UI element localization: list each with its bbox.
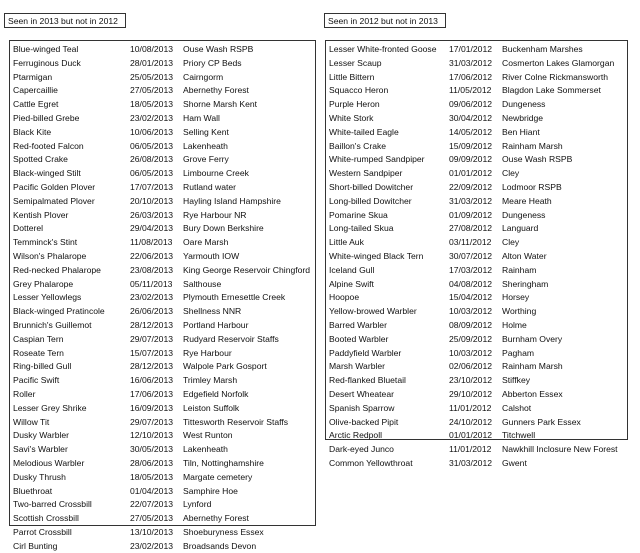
species-cell: Little Auk bbox=[329, 237, 364, 248]
table-row bbox=[10, 360, 315, 374]
location-cell: Bury Down Berkshire bbox=[183, 223, 264, 234]
species-cell: Ring-billed Gull bbox=[13, 361, 72, 372]
table-row bbox=[10, 457, 315, 471]
table-row bbox=[10, 485, 315, 499]
date-cell: 06/05/2013 bbox=[130, 140, 174, 151]
date-cell: 28/12/2013 bbox=[130, 319, 174, 330]
location-cell: Ouse Wash RSPB bbox=[502, 154, 573, 165]
species-cell: Purple Heron bbox=[329, 99, 380, 110]
table-row bbox=[10, 98, 315, 112]
species-cell: White Stork bbox=[329, 112, 374, 123]
date-cell: 29/07/2013 bbox=[130, 333, 174, 344]
location-cell: Limbourne Creek bbox=[183, 168, 249, 179]
location-cell: Broadsands Devon bbox=[183, 540, 257, 551]
location-cell: Burnham Overy bbox=[502, 333, 563, 344]
table-row bbox=[326, 126, 627, 140]
species-cell: Capercaillie bbox=[13, 85, 58, 96]
table-row bbox=[326, 347, 627, 361]
species-cell: Dusky Thrush bbox=[13, 471, 66, 482]
table-row bbox=[326, 236, 627, 250]
date-cell: 25/05/2013 bbox=[130, 71, 174, 82]
location-cell: Margate cemetery bbox=[183, 471, 253, 482]
seen-2012-not-2013-table bbox=[325, 40, 628, 468]
location-cell: Yarmouth IOW bbox=[183, 250, 240, 261]
species-cell: Red-footed Falcon bbox=[13, 140, 84, 151]
species-cell: Olive-backed Pipit bbox=[329, 416, 399, 427]
date-cell: 24/10/2012 bbox=[449, 416, 493, 427]
species-cell: Lesser Grey Shrike bbox=[13, 402, 87, 413]
date-cell: 12/10/2013 bbox=[130, 430, 174, 441]
date-cell: 16/09/2013 bbox=[130, 402, 174, 413]
date-cell: 04/08/2012 bbox=[449, 278, 493, 289]
seen-2013-not-2012-table bbox=[9, 40, 316, 551]
table-row bbox=[10, 250, 315, 264]
table-row bbox=[326, 43, 627, 57]
date-cell: 22/07/2013 bbox=[130, 499, 174, 510]
location-cell: Languard bbox=[502, 223, 539, 234]
location-cell: Cley bbox=[502, 168, 520, 179]
table-row bbox=[326, 360, 627, 374]
right-table-title: Seen in 2012 but not in 2013 bbox=[324, 13, 446, 28]
location-cell: Dungeness bbox=[502, 99, 546, 110]
date-cell: 30/07/2012 bbox=[449, 250, 493, 261]
date-cell: 09/06/2012 bbox=[449, 99, 493, 110]
date-cell: 22/06/2013 bbox=[130, 250, 174, 261]
table-row bbox=[326, 222, 627, 236]
species-cell: Little Bittern bbox=[329, 71, 375, 82]
date-cell: 15/04/2012 bbox=[449, 292, 493, 303]
date-cell: 27/05/2013 bbox=[130, 513, 174, 524]
table-row bbox=[10, 347, 315, 361]
table-row bbox=[10, 512, 315, 526]
table-row bbox=[10, 181, 315, 195]
location-cell: Shoeburyness Essex bbox=[183, 526, 264, 537]
species-cell: Blue-winged Teal bbox=[13, 44, 79, 54]
date-cell: 17/07/2013 bbox=[130, 181, 174, 192]
date-cell: 03/11/2012 bbox=[449, 237, 492, 248]
date-cell: 10/03/2012 bbox=[449, 306, 493, 317]
date-cell: 06/05/2013 bbox=[130, 168, 174, 179]
location-cell: Holme bbox=[502, 319, 527, 330]
species-cell: Alpine Swift bbox=[329, 278, 374, 289]
species-cell: Grey Phalarope bbox=[13, 278, 74, 289]
date-cell: 23/08/2013 bbox=[130, 264, 174, 275]
table-row bbox=[326, 250, 627, 264]
location-cell: Cley bbox=[502, 237, 520, 248]
species-cell: Baillon's Crake bbox=[329, 140, 387, 151]
species-cell: Two-barred Crossbill bbox=[13, 499, 92, 510]
table-row bbox=[326, 429, 627, 443]
date-cell: 13/10/2013 bbox=[130, 526, 174, 537]
table-row bbox=[326, 71, 627, 85]
location-cell: Rye Harbour NR bbox=[183, 209, 247, 220]
location-cell: Ham Wall bbox=[183, 112, 220, 123]
table-row bbox=[326, 140, 627, 154]
date-cell: 18/05/2013 bbox=[130, 471, 174, 482]
date-cell: 11/01/2012 bbox=[449, 444, 492, 455]
location-cell: Buckenham Marshes bbox=[502, 44, 583, 54]
location-cell: Samphire Hoe bbox=[183, 485, 238, 496]
location-cell: Abernethy Forest bbox=[183, 85, 249, 96]
date-cell: 25/09/2012 bbox=[449, 333, 493, 344]
table-row bbox=[10, 319, 315, 333]
table-row bbox=[326, 443, 627, 457]
date-cell: 05/11/2013 bbox=[130, 278, 173, 289]
table-row bbox=[10, 443, 315, 457]
date-cell: 28/12/2013 bbox=[130, 361, 174, 372]
table-row bbox=[326, 278, 627, 292]
table-row bbox=[10, 153, 315, 167]
location-cell: Newbridge bbox=[502, 112, 544, 123]
date-cell: 31/03/2012 bbox=[449, 57, 493, 68]
species-cell: Yellow-browed Warbler bbox=[329, 306, 417, 317]
species-cell: Pacific Golden Plover bbox=[13, 181, 96, 192]
species-cell: Savi's Warbler bbox=[13, 444, 68, 455]
table-row bbox=[10, 429, 315, 443]
species-cell: Hoopoe bbox=[329, 292, 360, 303]
date-cell: 29/04/2013 bbox=[130, 223, 174, 234]
location-cell: Priory CP Beds bbox=[183, 57, 242, 68]
location-cell: Lynford bbox=[183, 499, 212, 510]
date-cell: 17/03/2012 bbox=[449, 264, 493, 275]
date-cell: 15/07/2013 bbox=[130, 347, 174, 358]
date-cell: 23/10/2012 bbox=[449, 375, 493, 386]
location-cell: River Colne Rickmansworth bbox=[502, 71, 609, 82]
date-cell: 17/06/2012 bbox=[449, 71, 493, 82]
date-cell: 27/08/2012 bbox=[449, 223, 493, 234]
location-cell: Pagham bbox=[502, 347, 535, 358]
species-cell: Barred Warbler bbox=[329, 319, 387, 330]
table-row bbox=[326, 333, 627, 347]
date-cell: 17/06/2013 bbox=[130, 388, 174, 399]
species-cell: Lesser White-fronted Goose bbox=[329, 44, 437, 54]
date-cell: 17/01/2012 bbox=[449, 44, 493, 54]
species-cell: Black-winged Stilt bbox=[13, 168, 81, 179]
date-cell: 10/06/2013 bbox=[130, 126, 174, 137]
location-cell: Titchwell bbox=[502, 430, 536, 441]
location-cell: King George Reservoir Chingford bbox=[183, 264, 311, 275]
date-cell: 26/08/2013 bbox=[130, 154, 174, 165]
species-cell: Booted Warbler bbox=[329, 333, 389, 344]
table-row bbox=[326, 153, 627, 167]
table-row bbox=[10, 498, 315, 512]
date-cell: 11/08/2013 bbox=[130, 237, 173, 248]
location-cell: Abberton Essex bbox=[502, 388, 563, 399]
table-row bbox=[10, 126, 315, 140]
species-cell: Red-flanked Bluetail bbox=[329, 375, 406, 386]
species-cell: Caspian Tern bbox=[13, 333, 64, 344]
date-cell: 31/03/2012 bbox=[449, 457, 493, 468]
left-table-title: Seen in 2013 but not in 2012 bbox=[4, 13, 126, 28]
species-cell: Short-billed Dowitcher bbox=[329, 181, 414, 192]
date-cell: 23/02/2013 bbox=[130, 540, 174, 551]
species-cell: Paddyfield Warbler bbox=[329, 347, 402, 358]
date-cell: 16/06/2013 bbox=[130, 375, 174, 386]
table-row bbox=[10, 388, 315, 402]
location-cell: Leiston Suffolk bbox=[183, 402, 240, 413]
species-cell: Brunnich's Guillemot bbox=[13, 319, 92, 330]
location-cell: Trimley Marsh bbox=[183, 375, 238, 386]
date-cell: 27/05/2013 bbox=[130, 85, 174, 96]
species-cell: Bluethroat bbox=[13, 485, 53, 496]
species-cell: Arctic Redpoll bbox=[329, 430, 383, 441]
date-cell: 10/03/2012 bbox=[449, 347, 493, 358]
date-cell: 26/06/2013 bbox=[130, 306, 174, 317]
species-cell: Dark-eyed Junco bbox=[329, 444, 394, 455]
table-row bbox=[326, 98, 627, 112]
location-cell: Nawkhill Inclosure New Forest bbox=[502, 444, 618, 455]
table-row bbox=[326, 57, 627, 71]
table-row bbox=[326, 264, 627, 278]
location-cell: Gunners Park Essex bbox=[502, 416, 581, 427]
date-cell: 10/08/2013 bbox=[130, 44, 174, 54]
date-cell: 02/06/2012 bbox=[449, 361, 493, 372]
species-cell: Marsh Warbler bbox=[329, 361, 386, 372]
species-cell: Pomarine Skua bbox=[329, 209, 388, 220]
date-cell: 28/01/2013 bbox=[130, 57, 174, 68]
species-cell: Semipalmated Plover bbox=[13, 195, 95, 206]
table-row bbox=[326, 305, 627, 319]
date-cell: 30/05/2013 bbox=[130, 444, 174, 455]
species-cell: Cattle Egret bbox=[13, 99, 59, 110]
species-cell: Squacco Heron bbox=[329, 85, 389, 96]
table-row bbox=[10, 43, 315, 57]
location-cell: Rainham Marsh bbox=[502, 140, 563, 151]
date-cell: 14/05/2012 bbox=[449, 126, 493, 137]
date-cell: 11/01/2012 bbox=[449, 402, 492, 413]
table-row bbox=[10, 140, 315, 154]
table-row bbox=[10, 278, 315, 292]
species-cell: White-winged Black Tern bbox=[329, 250, 424, 261]
location-cell: Meare Heath bbox=[502, 195, 552, 206]
table-row bbox=[10, 57, 315, 71]
location-cell: Tittesworth Reservoir Staffs bbox=[183, 416, 289, 427]
location-cell: Cosmerton Lakes Glamorgan bbox=[502, 57, 615, 68]
table-row bbox=[10, 540, 315, 553]
table-row bbox=[10, 71, 315, 85]
location-cell: Rudyard Reservoir Staffs bbox=[183, 333, 279, 344]
location-cell: Ouse Wash RSPB bbox=[183, 44, 254, 54]
species-cell: Lesser Scaup bbox=[329, 57, 382, 68]
table-row bbox=[326, 416, 627, 430]
date-cell: 08/09/2012 bbox=[449, 319, 493, 330]
species-cell: Red-necked Phalarope bbox=[13, 264, 101, 275]
date-cell: 01/01/2012 bbox=[449, 168, 493, 179]
table-row bbox=[10, 195, 315, 209]
species-cell: Temminck's Stint bbox=[13, 237, 78, 248]
species-cell: Ferruginous Duck bbox=[13, 57, 81, 68]
location-cell: Shorne Marsh Kent bbox=[183, 99, 258, 110]
table-row bbox=[326, 291, 627, 305]
species-cell: Scottish Crossbill bbox=[13, 513, 79, 524]
species-cell: Wilson's Phalarope bbox=[13, 250, 87, 261]
location-cell: Gwent bbox=[502, 457, 527, 468]
table-row bbox=[10, 84, 315, 98]
table-row bbox=[10, 402, 315, 416]
table-row bbox=[326, 112, 627, 126]
table-row bbox=[326, 388, 627, 402]
location-cell: Walpole Park Gosport bbox=[183, 361, 267, 372]
species-cell: Spanish Sparrow bbox=[329, 402, 395, 413]
date-cell: 01/09/2012 bbox=[449, 209, 493, 220]
date-cell: 22/09/2012 bbox=[449, 181, 493, 192]
table-row bbox=[326, 209, 627, 223]
location-cell: Oare Marsh bbox=[183, 237, 229, 248]
location-cell: Hayling Island Hampshire bbox=[183, 195, 281, 206]
location-cell: Ben Hiant bbox=[502, 126, 540, 137]
date-cell: 20/10/2013 bbox=[130, 195, 174, 206]
location-cell: Dungeness bbox=[502, 209, 546, 220]
table-row bbox=[10, 305, 315, 319]
species-cell: Black Kite bbox=[13, 126, 52, 137]
location-cell: Lakenheath bbox=[183, 444, 228, 455]
date-cell: 23/02/2013 bbox=[130, 112, 174, 123]
species-cell: Common Yellowthroat bbox=[329, 457, 413, 468]
location-cell: Rye Harbour bbox=[183, 347, 232, 358]
table-row bbox=[10, 291, 315, 305]
table-row bbox=[326, 195, 627, 209]
location-cell: Sheringham bbox=[502, 278, 549, 289]
species-cell: Spotted Crake bbox=[13, 154, 68, 165]
location-cell: Grove Ferry bbox=[183, 154, 229, 165]
species-cell: Pied-billed Grebe bbox=[13, 112, 80, 123]
location-cell: Cairngorm bbox=[183, 71, 224, 82]
location-cell: Rutland water bbox=[183, 181, 237, 192]
table-row bbox=[10, 416, 315, 430]
date-cell: 18/05/2013 bbox=[130, 99, 174, 110]
location-cell: Portland Harbour bbox=[183, 319, 249, 330]
location-cell: Horsey bbox=[502, 292, 530, 303]
species-cell: Desert Wheatear bbox=[329, 388, 394, 399]
species-cell: Cirl Bunting bbox=[13, 540, 58, 551]
date-cell: 29/10/2012 bbox=[449, 388, 493, 399]
species-cell: Dusky Warbler bbox=[13, 430, 70, 441]
date-cell: 11/05/2012 bbox=[449, 85, 492, 96]
date-cell: 23/02/2013 bbox=[130, 292, 174, 303]
species-cell: Parrot Crossbill bbox=[13, 526, 72, 537]
table-row bbox=[10, 374, 315, 388]
location-cell: Shellness NNR bbox=[183, 306, 242, 317]
date-cell: 01/01/2012 bbox=[449, 430, 493, 441]
table-row bbox=[10, 471, 315, 485]
location-cell: Lakenheath bbox=[183, 140, 228, 151]
species-cell: Black-winged Pratincole bbox=[13, 306, 105, 317]
location-cell: Rainham Marsh bbox=[502, 361, 563, 372]
table-row bbox=[10, 209, 315, 223]
species-cell: White-tailed Eagle bbox=[329, 126, 399, 137]
table-row bbox=[10, 222, 315, 236]
species-cell: Roseate Tern bbox=[13, 347, 64, 358]
location-cell: Selling Kent bbox=[183, 126, 229, 137]
species-cell: Lesser Yellowlegs bbox=[13, 292, 82, 303]
date-cell: 31/03/2012 bbox=[449, 195, 493, 206]
table-row bbox=[326, 84, 627, 98]
table-row bbox=[326, 181, 627, 195]
location-cell: Lodmoor RSPB bbox=[502, 181, 562, 192]
date-cell: 29/07/2013 bbox=[130, 416, 174, 427]
table-row bbox=[326, 457, 627, 471]
date-cell: 30/04/2012 bbox=[449, 112, 493, 123]
species-cell: Long-tailed Skua bbox=[329, 223, 394, 234]
table-row bbox=[10, 264, 315, 278]
species-cell: Melodious Warbler bbox=[13, 457, 85, 468]
location-cell: Worthing bbox=[502, 306, 537, 317]
date-cell: 15/09/2012 bbox=[449, 140, 493, 151]
table-row bbox=[326, 402, 627, 416]
location-cell: Edgefield Norfolk bbox=[183, 388, 249, 399]
species-cell: Dotterel bbox=[13, 223, 44, 234]
date-cell: 26/03/2013 bbox=[130, 209, 174, 220]
table-row bbox=[326, 319, 627, 333]
location-cell: Blagdon Lake Sommerset bbox=[502, 85, 601, 96]
species-cell: Willow Tit bbox=[13, 416, 50, 427]
date-cell: 28/06/2013 bbox=[130, 457, 174, 468]
species-cell: Iceland Gull bbox=[329, 264, 375, 275]
date-cell: 09/09/2012 bbox=[449, 154, 493, 165]
table-row bbox=[10, 167, 315, 181]
date-cell: 01/04/2013 bbox=[130, 485, 174, 496]
species-cell: Pacific Swift bbox=[13, 375, 60, 386]
location-cell: Calshot bbox=[502, 402, 532, 413]
location-cell: West Runton bbox=[183, 430, 233, 441]
table-row bbox=[10, 112, 315, 126]
table-row bbox=[10, 236, 315, 250]
location-cell: Stiffkey bbox=[502, 375, 531, 386]
location-cell: Rainham bbox=[502, 264, 537, 275]
table-row bbox=[326, 167, 627, 181]
species-cell: Long-billed Dowitcher bbox=[329, 195, 412, 206]
location-cell: Plymouth Ernesettle Creek bbox=[183, 292, 286, 303]
location-cell: Abernethy Forest bbox=[183, 513, 249, 524]
species-cell: White-rumped Sandpiper bbox=[329, 154, 425, 165]
species-cell: Western Sandpiper bbox=[329, 168, 403, 179]
table-row bbox=[10, 333, 315, 347]
location-cell: Tiln, Nottinghamshire bbox=[183, 457, 264, 468]
location-cell: Salthouse bbox=[183, 278, 222, 289]
location-cell: Alton Water bbox=[502, 250, 547, 261]
species-cell: Roller bbox=[13, 388, 36, 399]
table-row bbox=[326, 374, 627, 388]
species-cell: Kentish Plover bbox=[13, 209, 69, 220]
species-cell: Ptarmigan bbox=[13, 71, 53, 82]
